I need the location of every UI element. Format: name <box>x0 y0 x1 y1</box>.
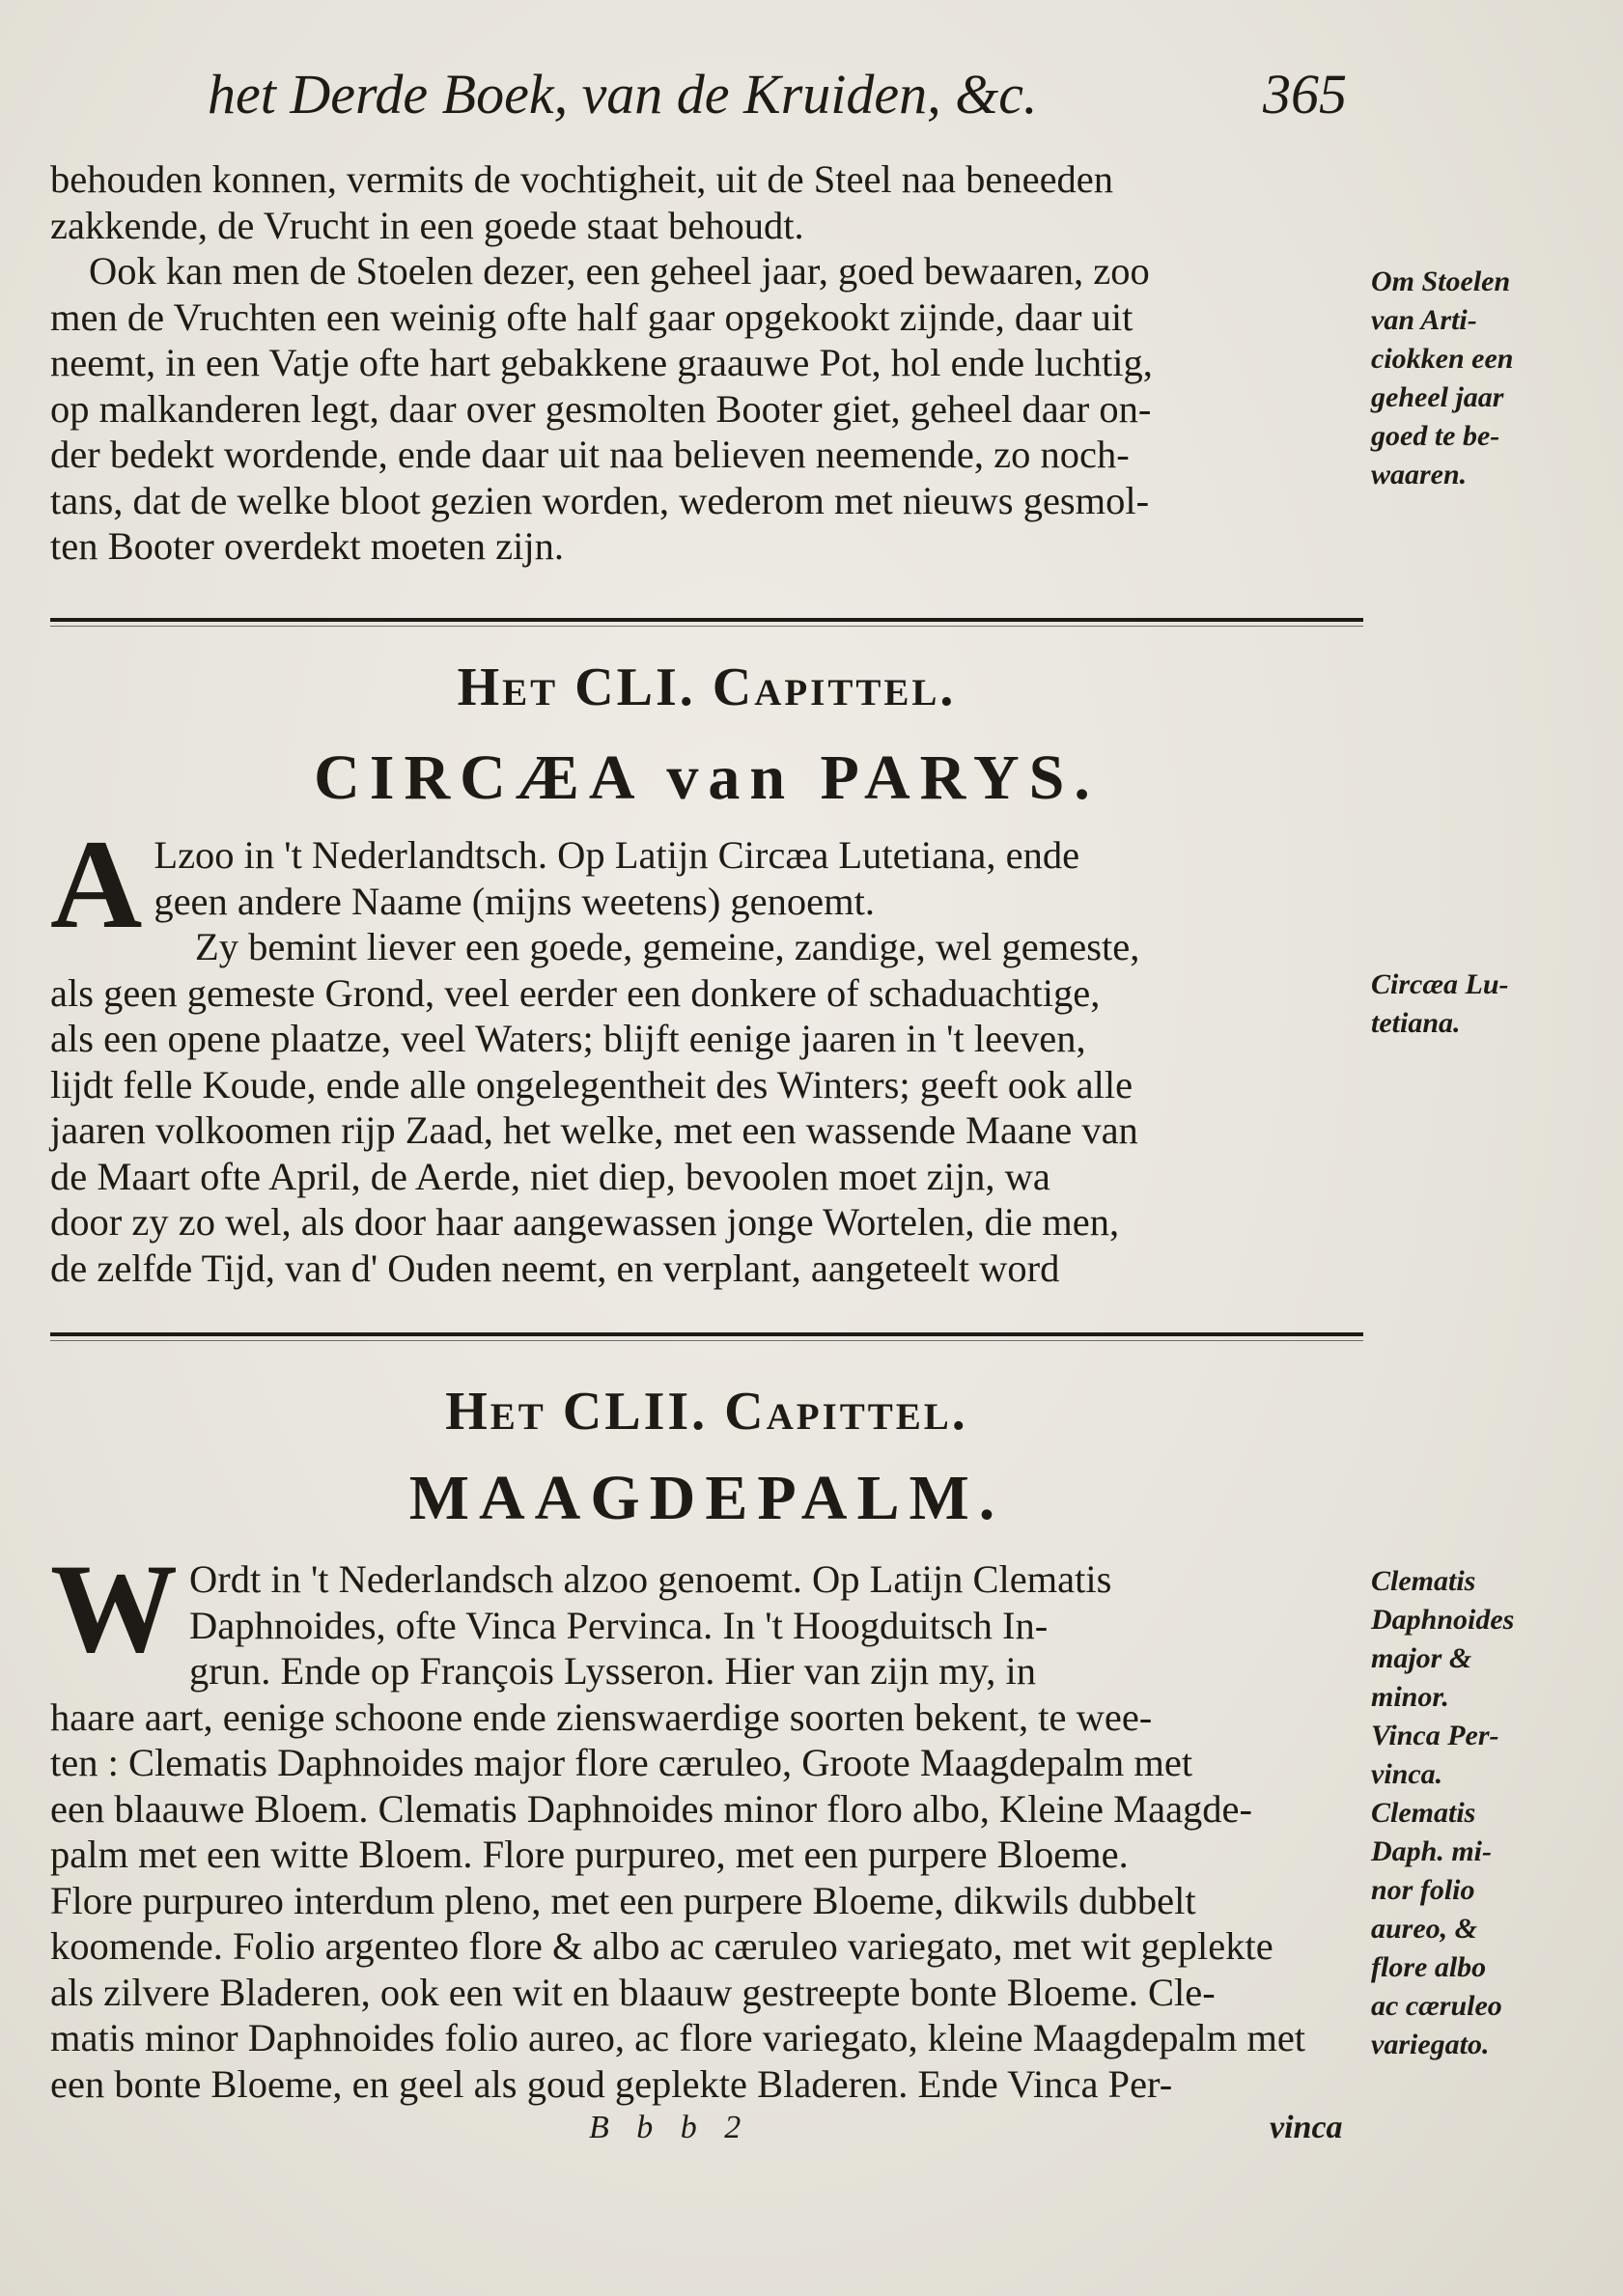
margin-line: van Arti- <box>1371 304 1477 336</box>
text-line: neemt, in een Vatje ofte hart gebakkene graauwe Pot, hol ende luchtig, <box>50 341 1153 384</box>
margin-line: minor. <box>1371 1681 1449 1713</box>
margin-note-3 <box>1371 1562 1603 2064</box>
text-line: ten Booter overdekt moeten zijn. <box>50 524 564 568</box>
text-line: Ook kan men de Stoelen dezer, een geheel jaar, goed bewaaren, zoo <box>89 249 1150 293</box>
margin-line: vinca. <box>1371 1758 1443 1790</box>
text-line: der bedekt wordende, ende daar uit naa believen neemende, zo noch- <box>50 433 1130 476</box>
page-number: 365 <box>1263 63 1347 126</box>
margin-line: variegato. <box>1371 2029 1490 2060</box>
text-line: een bonte Bloeme, en geel als goud geplekte Bladeren. Ende Vinca Per- <box>50 2061 1173 2106</box>
section-rule <box>50 1332 1363 1336</box>
text-line: tans, dat de welke bloot gezien worden, wederom met nieuws gesmol- <box>50 478 1150 522</box>
text-line: zakkende, de Vrucht in een goede staat behoudt. <box>50 203 804 247</box>
margin-note-1 <box>1371 263 1603 494</box>
margin-line: aureo, & <box>1371 1913 1478 1945</box>
drop-cap: W <box>50 1537 178 1679</box>
margin-line: ciokken een <box>1371 343 1514 375</box>
text-line: palm met een witte Bloem. Flore purpureo, met een purpere Bloeme. <box>50 1833 1129 1876</box>
margin-line: Clematis <box>1371 1797 1476 1829</box>
chapter-title: CIRCÆA van PARYS. <box>314 742 1100 813</box>
chapter-heading: Het CLII. Capittel. <box>445 1382 968 1442</box>
text-line: door zy zo wel, als door haar aangewassen jonge Wortelen, die men, <box>50 1200 1120 1244</box>
text-line: grun. Ende op François Lysseron. Hier van zijn my, in <box>189 1649 1036 1693</box>
text-line: de Maart ofte April, de Aerde, niet diep, bevoolen moet zijn, wa <box>50 1154 1050 1198</box>
drop-cap: A <box>50 813 143 955</box>
text-line: Zy bemint liever een goede, gemeine, zandige, wel gemeste, <box>195 925 1140 968</box>
margin-line: nor folio <box>1371 1874 1475 1906</box>
text-line: op malkanderen legt, daar over gesmolten Booter giet, geheel daar on- <box>50 386 1152 431</box>
section-rule <box>50 618 1363 622</box>
text-line: haare aart, eenige schoone ende zienswaerdige soorten bekent, te wee- <box>50 1694 1153 1739</box>
chapter152-text <box>50 1537 1363 2107</box>
text-line: behouden konnen, vermits de vochtigheit, uit de Steel naa beneeden <box>50 157 1114 201</box>
margin-line: goed te be- <box>1371 420 1500 452</box>
text-line: lijdt felle Koude, ende alle ongelegentheit des Winters; geeft ook alle <box>50 1062 1133 1106</box>
text-line: Daphnoides, ofte Vinca Pervinca. In 't Hoogduitsch In- <box>189 1603 1049 1647</box>
section1-text <box>50 156 1363 570</box>
text-line: koomende. Folio argenteo flore & albo ac cæruleo variegato, met wit geplekte <box>50 1924 1273 1968</box>
text-line: de zelfde Tijd, van d' Ouden neemt, en verplant, aangeteelt word <box>50 1246 1060 1290</box>
margin-line: Daph. mi- <box>1371 1835 1493 1867</box>
text-line: ten : Clematis Daphnoides major flore cæruleo, Groote Maagdepalm met <box>50 1741 1193 1784</box>
text-line: jaaren volkoomen rijp Zaad, het welke, met een wassende Maane van <box>50 1108 1138 1152</box>
margin-line: Daphnoides <box>1371 1604 1515 1636</box>
text-line: als geen gemeste Grond, veel eerder een donkere of schaduachtige, <box>50 970 1101 1015</box>
text-line: als een opene plaatze, veel Waters; blijft eenige jaaren in 't leeven, <box>50 1017 1086 1060</box>
text-line: Lzoo in 't Nederlandtsch. Op Latijn Circæa Lutetiana, ende <box>154 833 1080 877</box>
running-title: het Derde Boek, van de Kruiden, &c. <box>208 63 1038 126</box>
margin-line: flore albo <box>1371 1951 1487 1983</box>
text-line: Flore purpureo interdum pleno, met een purpere Bloeme, dikwils dubbelt <box>50 1878 1196 1922</box>
catchword: vinca <box>1270 2110 1343 2145</box>
margin-line: geheel jaar <box>1371 381 1504 413</box>
page-header <box>208 62 1347 139</box>
text-line: Ordt in 't Nederlandsch alzoo genoemt. Op Latijn Clematis <box>189 1557 1112 1601</box>
margin-line: tetiana. <box>1371 1007 1461 1039</box>
text-line: als zilvere Bladeren, ook een wit en blaauw gestreepte bonte Bloeme. Cle- <box>50 1970 1216 2014</box>
margin-line: Vinca Per- <box>1371 1720 1499 1751</box>
signature-mark: B b b 2 <box>589 2110 751 2145</box>
chapter-heading: Het CLI. Capittel. <box>457 658 957 717</box>
text-line: geen andere Naame (mijns weetens) genoemt. <box>154 879 876 923</box>
margin-note-2 <box>1371 966 1603 1043</box>
chapter-title: MAAGDEPALM. <box>408 1463 1005 1533</box>
margin-line: ac cæruleo <box>1371 1990 1502 2022</box>
text-line: matis minor Daphnoides folio aureo, ac flore variegato, kleine Maagdepalm met <box>50 2016 1306 2059</box>
margin-line: major & <box>1371 1642 1472 1674</box>
margin-line: Clematis <box>1371 1565 1476 1597</box>
margin-line: Circæa Lu- <box>1371 968 1509 1000</box>
margin-line: Om Stoelen <box>1371 266 1511 297</box>
margin-line: waaren. <box>1371 459 1468 490</box>
text-line: een blaauwe Bloem. Clematis Daphnoides minor floro albo, Kleine Maagde- <box>50 1786 1253 1831</box>
chapter151-text <box>50 813 1363 1291</box>
text-line: men de Vruchten een weinig ofte half gaar opgekookt zijnde, daar uit <box>50 294 1133 339</box>
